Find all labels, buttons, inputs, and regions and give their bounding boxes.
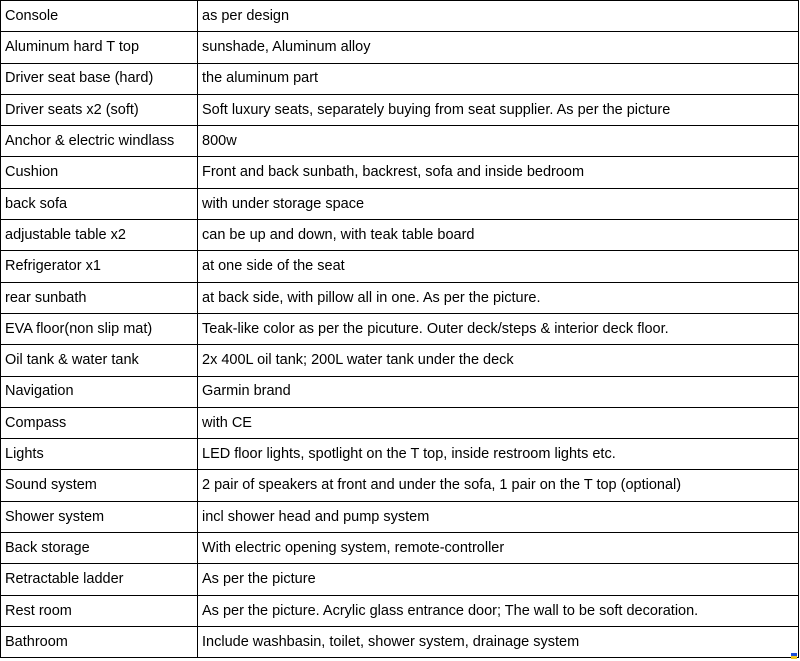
table-row — [1, 439, 799, 470]
table-row — [1, 220, 799, 251]
detail-cell: 2x 400L oil tank; 200L water tank under the deck — [198, 345, 799, 376]
item-cell: Retractable ladder — [1, 564, 198, 595]
detail-cell: Garmin brand — [198, 376, 799, 407]
detail-cell: As per the picture. Acrylic glass entrance door; The wall to be soft decoration. — [198, 595, 799, 626]
item-cell: Bathroom — [1, 626, 198, 657]
table-row — [1, 63, 799, 94]
item-cell: EVA floor(non slip mat) — [1, 313, 198, 344]
table-row — [1, 345, 799, 376]
table-row — [1, 94, 799, 125]
detail-cell: at back side, with pillow all in one. As per the picture. — [198, 282, 799, 313]
detail-cell: LED floor lights, spotlight on the T top, inside restroom lights etc. — [198, 439, 799, 470]
corner-logo-icon — [791, 653, 797, 659]
detail-cell: with under storage space — [198, 188, 799, 219]
detail-cell: at one side of the seat — [198, 251, 799, 282]
table-row — [1, 282, 799, 313]
item-cell: rear sunbath — [1, 282, 198, 313]
detail-cell: can be up and down, with teak table board — [198, 220, 799, 251]
table-row — [1, 188, 799, 219]
detail-cell: with CE — [198, 407, 799, 438]
table-row — [1, 313, 799, 344]
table-row — [1, 126, 799, 157]
detail-cell: 800w — [198, 126, 799, 157]
table-row — [1, 1, 799, 32]
detail-cell: 2 pair of speakers at front and under the sofa, 1 pair on the T top (optional) — [198, 470, 799, 501]
item-cell: Refrigerator x1 — [1, 251, 198, 282]
table-row — [1, 626, 799, 657]
item-cell: back sofa — [1, 188, 198, 219]
item-cell: Navigation — [1, 376, 198, 407]
item-cell: Lights — [1, 439, 198, 470]
detail-cell: incl shower head and pump system — [198, 501, 799, 532]
table-row — [1, 533, 799, 564]
detail-cell: Include washbasin, toilet, shower system, drainage system — [198, 626, 799, 657]
table-row — [1, 595, 799, 626]
item-cell: Back storage — [1, 533, 198, 564]
detail-cell: as per design — [198, 1, 799, 32]
item-cell: Driver seats x2 (soft) — [1, 94, 198, 125]
table-row — [1, 407, 799, 438]
table-row — [1, 564, 799, 595]
item-cell: Driver seat base (hard) — [1, 63, 198, 94]
detail-cell: Soft luxury seats, separately buying from seat supplier. As per the picture — [198, 94, 799, 125]
detail-cell: the aluminum part — [198, 63, 799, 94]
item-cell: Sound system — [1, 470, 198, 501]
item-cell: Compass — [1, 407, 198, 438]
detail-cell: Front and back sunbath, backrest, sofa and inside bedroom — [198, 157, 799, 188]
table-row — [1, 501, 799, 532]
item-cell: Rest room — [1, 595, 198, 626]
table-row — [1, 157, 799, 188]
item-cell: Shower system — [1, 501, 198, 532]
table-row — [1, 470, 799, 501]
detail-cell: sunshade, Aluminum alloy — [198, 32, 799, 63]
table-row — [1, 376, 799, 407]
item-cell: Console — [1, 1, 198, 32]
table-row — [1, 251, 799, 282]
item-cell: Cushion — [1, 157, 198, 188]
table-row — [1, 32, 799, 63]
detail-cell: As per the picture — [198, 564, 799, 595]
item-cell: Anchor & electric windlass — [1, 126, 198, 157]
detail-cell: Teak-like color as per the picuture. Outer deck/steps & interior deck floor. — [198, 313, 799, 344]
spec-table-body — [1, 1, 799, 658]
item-cell: adjustable table x2 — [1, 220, 198, 251]
detail-cell: With electric opening system, remote-controller — [198, 533, 799, 564]
item-cell: Oil tank & water tank — [1, 345, 198, 376]
item-cell: Aluminum hard T top — [1, 32, 198, 63]
